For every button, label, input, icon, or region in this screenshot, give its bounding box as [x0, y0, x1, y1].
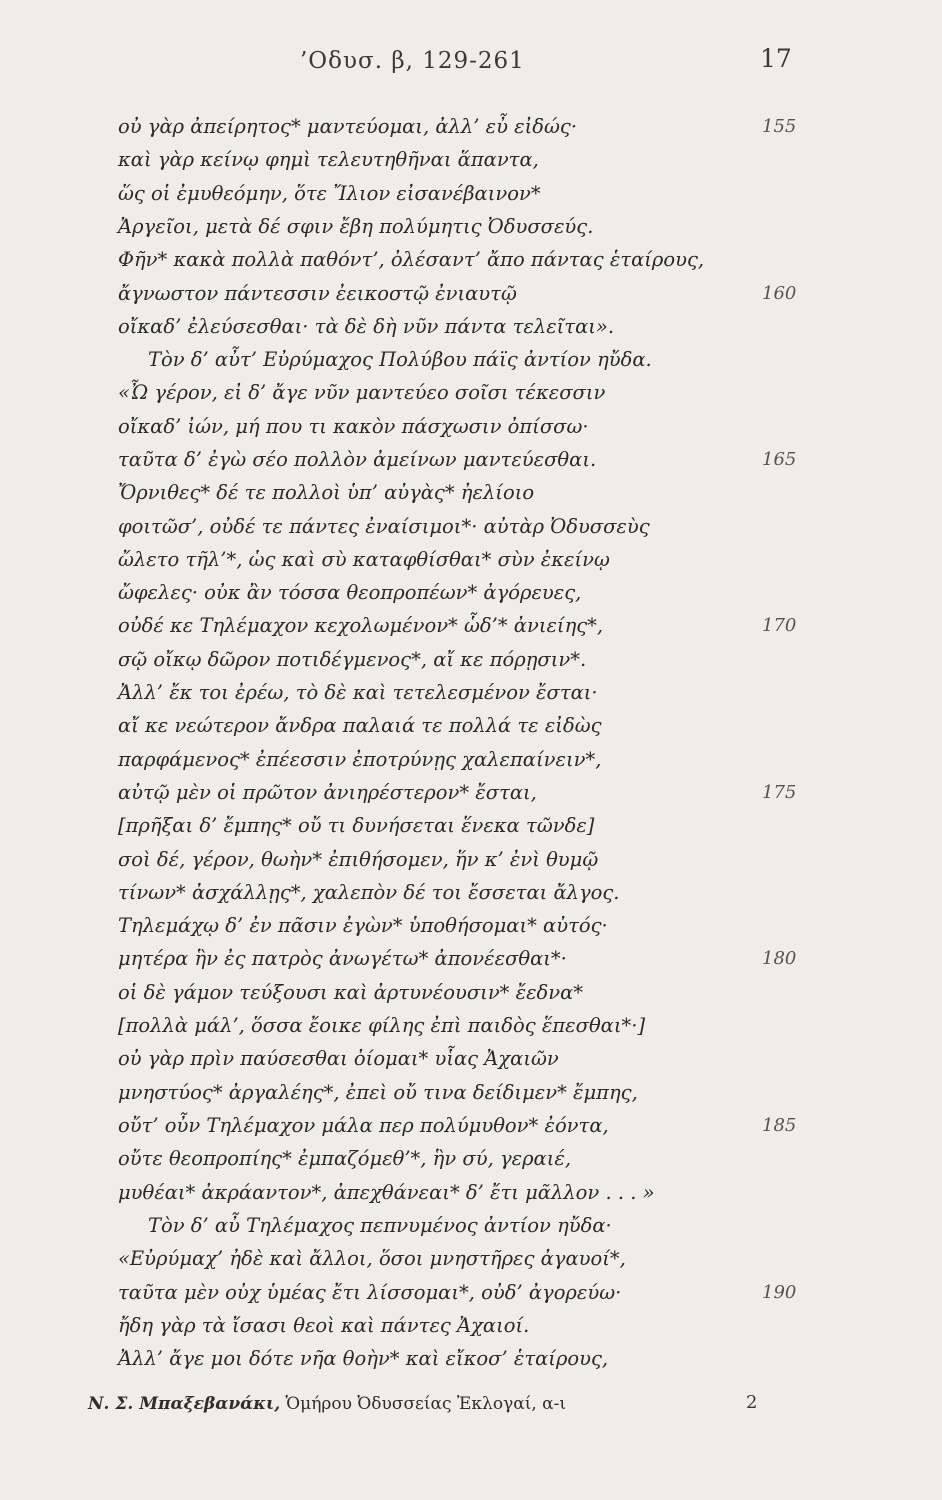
verse-line: Ἀλλ’ ἄγε μοι δότε νῆα θοὴν* καὶ εἴκοσ’ ἑταίρους, [118, 1347, 609, 1370]
line-number: 190 [762, 1282, 797, 1303]
page-number: 17 [760, 44, 792, 73]
line-number: 165 [762, 449, 797, 470]
footer-credit [88, 1394, 566, 1414]
line-number: 160 [762, 283, 797, 304]
line-number: 180 [762, 948, 797, 969]
verse-line: οὐδέ κε Τηλέμαχον κεχολωμένον* ὧδ’* ἀνιείης*, [118, 614, 604, 637]
verse-line: ὥς οἱ ἐμυθεόμην, ὅτε Ἴλιον εἰσανέβαινον* [118, 182, 541, 205]
verse-line: οἴκαδ’ ἐλεύσεσθαι· τὰ δὲ δὴ νῦν πάντα τελεῖται». [118, 315, 615, 338]
verse-line: Τηλεμάχῳ δ’ ἐν πᾶσιν ἐγὼν* ὑποθήσομαι* αὐτός· [118, 914, 608, 937]
footer-book-title: Ὁμήρου Ὀδυσσείας Ἐκλογαί, α-ι [285, 1394, 567, 1414]
verse-line: [πρῆξαι δ’ ἔμπης* οὔ τι δυνήσεται ἕνεκα τῶνδε] [118, 814, 595, 837]
verse-line: Ὄρνιθες* δέ τε πολλοὶ ὑπ’ αὐγὰς* ἠελίοιο [118, 481, 535, 504]
verse-line: Τὸν δ’ αὖτ’ Εὐρύμαχος Πολύβου πάϊς ἀντίον ηὔδα. [148, 348, 652, 371]
verse-line: παρφάμενος* ἐπέεσσιν ἐποτρύνῃς χαλεπαίνειν*, [118, 748, 602, 771]
verse-line: ταῦτα δ’ ἐγὼ σέο πολλὸν ἀμείνων μαντεύεσθαι. [118, 448, 597, 471]
signature-mark: 2 [746, 1392, 758, 1413]
verse-line: ταῦτα μὲν οὐχ ὑμέας ἔτι λίσσομαι*, οὐδ’ ἀγορεύω· [118, 1281, 622, 1304]
verse-line: οὐ γὰρ ἀπείρητος* μαντεύομαι, ἀλλ’ εὖ εἰδώς· [118, 115, 578, 138]
footer-author: Ν. Σ. Μπαξεβανάκι, [88, 1394, 281, 1414]
verse-line: αἴ κε νεώτερον ἄνδρα παλαιά τε πολλά τε εἰδὼς [118, 714, 602, 737]
running-title: ’Οδυσ. β, 129-261 [300, 48, 525, 74]
line-number: 170 [762, 615, 797, 636]
line-number: 185 [762, 1115, 797, 1136]
verse-line: φοιτῶσ’, οὐδέ τε πάντες ἐναίσιμοι*· αὐτὰρ Ὀδυσσεὺς [118, 515, 650, 538]
verse-line: αὐτῷ μὲν οἱ πρῶτον ἀνιηρέστερον* ἔσται, [118, 781, 537, 804]
verse-line: ἤδη γὰρ τὰ ἴσασι θεοὶ καὶ πάντες Ἀχαιοί. [118, 1314, 530, 1337]
verse-line: Ἀλλ’ ἔκ τοι ἐρέω, τὸ δὲ καὶ τετελεσμένον ἔσται· [118, 681, 598, 704]
verse-line: σῷ οἴκῳ δῶρον ποτιδέγμενος*, αἴ κε πόρῃσιν*. [118, 648, 587, 671]
line-number: 175 [762, 782, 797, 803]
verse-line: οὔτε θεοπροπίης* ἐμπαζόμεθ’*, ἣν σύ, γεραιέ, [118, 1147, 572, 1170]
verse-line: μυθέαι* ἀκράαντον*, ἀπεχθάνεαι* δ’ ἔτι μᾶλλον . . . » [118, 1181, 655, 1204]
verse-line: σοὶ δέ, γέρον, θωὴν* ἐπιθήσομεν, ἥν κ’ ἐνὶ θυμῷ [118, 848, 599, 871]
page-footer [0, 1390, 942, 1426]
verse-line: μητέρα ἣν ἐς πατρὸς ἀνωγέτω* ἀπονέεσθαι*· [118, 947, 567, 970]
verse-line: Τὸν δ’ αὖ Τηλέμαχος πεπνυμένος ἀντίον ηὔδα· [148, 1214, 612, 1237]
verse-line: οἱ δὲ γάμον τεύξουσι καὶ ἀρτυνέουσιν* ἔεδνα* [118, 981, 584, 1004]
verse-line: τίνων* ἀσχάλλῃς*, χαλεπὸν δέ τοι ἔσσεται ἄλγος. [118, 881, 620, 904]
verse-line: ὤφελες· οὐκ ἂν τόσσα θεοπροπέων* ἀγόρευες, [118, 581, 582, 604]
line-number: 155 [762, 116, 797, 137]
verse-line: [πολλὰ μάλ’, ὅσσα ἔοικε φίλης ἐπὶ παιδὸς ἕπεσθαι*·] [118, 1014, 646, 1037]
verse-line: καὶ γὰρ κείνῳ φημὶ τελευτηθῆναι ἅπαντα, [118, 148, 539, 171]
verse-line: ἄγνωστον πάντεσσιν ἐεικοστῷ ἐνιαυτῷ [118, 282, 517, 305]
verse-line: «Ὦ γέρον, εἰ δ’ ἄγε νῦν μαντεύεο σοῖσι τέκεσσιν [118, 381, 606, 404]
verse-line: ὤλετο τῆλ’*, ὡς καὶ σὺ καταφθίσθαι* σὺν ἐκείνῳ [118, 548, 610, 571]
verse-line: μνηστύος* ἀργαλέης*, ἐπεὶ οὔ τινα δείδιμεν* ἔμπης, [118, 1081, 638, 1104]
verse-line: Ἀργεῖοι, μετὰ δέ σφιν ἔβη πολύμητις Ὀδυσσεύς. [118, 215, 594, 238]
verse-line: Φῆν* κακὰ πολλὰ παθόντ’, ὀλέσαντ’ ἄπο πάντας ἑταίρους, [118, 248, 705, 271]
verse-line: οἴκαδ’ ἰών, μή που τι κακὸν πάσχωσιν ὀπίσσω· [118, 415, 589, 438]
verse-line: οὐ γὰρ πρὶν παύσεσθαι ὀίομαι* υἷας Ἀχαιῶν [118, 1047, 559, 1070]
verse-line: οὔτ’ οὖν Τηλέμαχον μάλα περ πολύμυθον* ἐόντα, [118, 1114, 609, 1137]
verse-line: «Εὐρύμαχ’ ἠδὲ καὶ ἄλλοι, ὅσοι μνηστῆρες ἀγαυοί*, [118, 1247, 626, 1270]
page-header [0, 44, 942, 84]
